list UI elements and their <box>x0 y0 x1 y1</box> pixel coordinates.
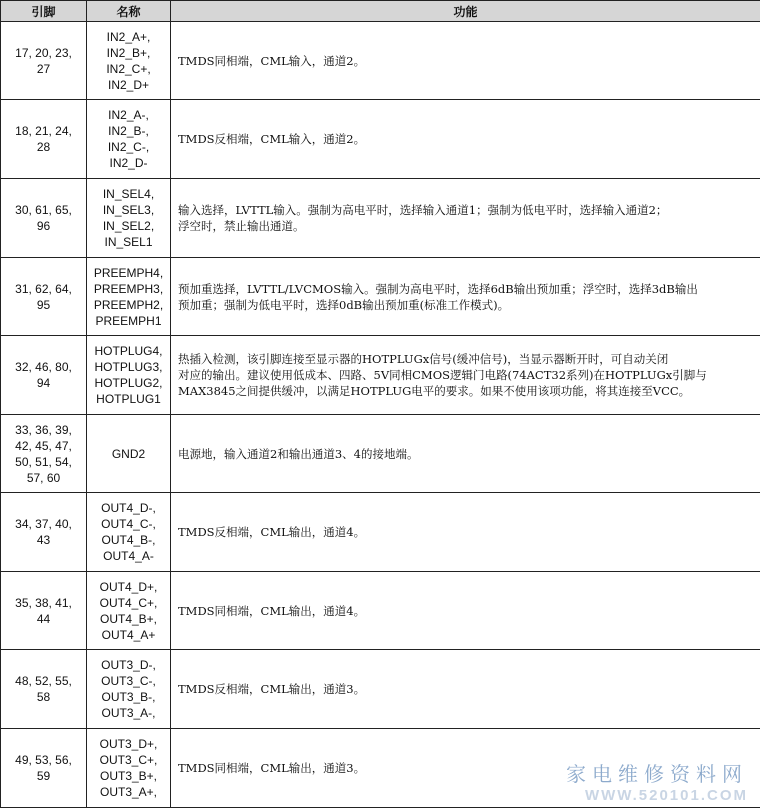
pin-name-line: OUT4_C+, <box>99 595 158 610</box>
table-header-row <box>1 1 760 22</box>
pin-function-line: 浮空时，禁止输出通道。 <box>178 219 305 233</box>
table-row <box>1 100 760 179</box>
pin-name-line: IN2_D- <box>109 156 148 170</box>
pin-numbers-line: 94 <box>36 376 51 390</box>
pin-name-line: HOTPLUG2, <box>94 376 163 390</box>
pin-numbers-line: 44 <box>36 611 51 626</box>
pin-function-line: TMDS反相端，CML输入，通道2。 <box>178 132 366 146</box>
pin-function-line: 预加重；强制为低电平时，选择0dB输出预加重(标准工作模式)。 <box>178 297 510 312</box>
pin-numbers <box>1 179 87 258</box>
pin-function-line: TMDS反相端，CML输出，通道3。 <box>178 682 366 696</box>
table-row <box>1 650 760 729</box>
pin-name-line: OUT4_D+, <box>99 579 158 594</box>
pin-name-line: IN_SEL3, <box>102 203 155 217</box>
pin-function <box>171 572 760 650</box>
pin-name-line: OUT4_A+ <box>101 627 156 642</box>
header-pin: 引脚 <box>1 1 87 22</box>
table-row <box>1 572 760 650</box>
pin-function-line: 对应的输出。建议使用低成本、四路、5V同相CMOS逻辑门电路(74ACT32系列)在HOTPLUGx引脚与 <box>178 368 707 382</box>
pin-name <box>87 22 171 100</box>
pin-function-line: TMDS同相端，CML输出，通道3。 <box>178 761 366 775</box>
pin-numbers-line: 58 <box>36 690 51 704</box>
pin-numbers <box>1 258 87 336</box>
pin-name-line: IN2_D+ <box>107 77 150 92</box>
pin-numbers-line: 35, 38, 41, <box>15 595 72 610</box>
pin-name-line: IN2_B+, <box>106 45 151 60</box>
pin-name-line: PREEMPH1 <box>95 313 162 328</box>
pin-name-line: OUT3_B-, <box>101 690 156 704</box>
pin-name-line: OUT3_B+, <box>99 769 158 783</box>
pin-name-line: IN2_C-, <box>107 140 150 154</box>
watermark <box>566 758 748 804</box>
pin-numbers-line: 34, 37, 40, <box>15 517 72 531</box>
pin-numbers-line: 48, 52, 55, <box>15 674 72 688</box>
watermark-url: WWW.520101.COM <box>584 787 748 804</box>
pin-name-line: GND2 <box>111 446 146 461</box>
pin-name <box>87 336 171 415</box>
pin-name-line: OUT3_C+, <box>99 753 158 767</box>
pin-function <box>171 22 760 100</box>
watermark-site-name: 家电维修资料网 <box>566 762 748 786</box>
pin-name-line: HOTPLUG4, <box>94 344 163 358</box>
pin-numbers <box>1 729 87 808</box>
pin-name-line: OUT4_A- <box>103 549 154 563</box>
pin-function-line: 热插入检测，该引脚连接至显示器的HOTPLUGx信号(缓冲信号)，当显示器断开时，可自动关闭 <box>178 352 669 366</box>
pin-numbers-line: 17, 20, 23, <box>15 45 72 60</box>
table-row <box>1 415 760 493</box>
pin-function <box>171 336 760 415</box>
pin-name-line: IN_SEL1 <box>104 235 153 249</box>
pin-function-line: TMDS同相端，CML输入，通道2。 <box>178 53 366 68</box>
pin-numbers-line: 95 <box>36 297 51 312</box>
pin-numbers-line: 32, 46, 80, <box>15 360 72 374</box>
pin-name-line: OUT3_A+, <box>99 785 158 799</box>
pin-name-line: OUT4_D-, <box>101 501 156 515</box>
pin-numbers-line: 96 <box>36 219 51 233</box>
pin-function <box>171 415 760 493</box>
pin-function-line: 电源地，输入通道2和输出通道3、4的接地端。 <box>178 446 419 461</box>
pin-numbers <box>1 22 87 100</box>
pin-name <box>87 258 171 336</box>
pin-name-line: OUT3_A-, <box>101 706 156 720</box>
pin-numbers-line: 33, 36, 39, <box>15 422 72 437</box>
table-row <box>1 493 760 572</box>
pin-name-line: OUT4_B-, <box>101 533 156 547</box>
pin-name-line: OUT3_D+, <box>99 737 158 751</box>
pin-numbers-line: 42, 45, 47, <box>15 438 72 453</box>
pin-name-line: HOTPLUG1 <box>96 392 161 406</box>
pin-numbers-line: 43 <box>36 533 51 547</box>
pin-name-line: IN2_B-, <box>108 124 149 138</box>
pin-function <box>171 258 760 336</box>
pin-name-line: IN2_A+, <box>106 29 151 44</box>
pin-numbers <box>1 336 87 415</box>
pin-function-line: 输入选择，LVTTL输入。强制为高电平时，选择输入通道1；强制为低电平时，选择输入通道2； <box>178 203 668 217</box>
table-row <box>1 336 760 415</box>
pin-name <box>87 650 171 729</box>
pin-name <box>87 729 171 808</box>
pin-name <box>87 415 171 493</box>
pin-numbers <box>1 572 87 650</box>
pin-name <box>87 100 171 179</box>
table-row <box>1 179 760 258</box>
pin-numbers-line: 31, 62, 64, <box>15 281 72 296</box>
pin-function-line: TMDS反相端，CML输出，通道4。 <box>178 525 366 539</box>
pin-numbers-line: 18, 21, 24, <box>15 124 72 138</box>
pin-name-line: OUT4_B+, <box>99 611 158 626</box>
pin-name-line: IN2_C+, <box>106 61 151 76</box>
pin-function-line: TMDS同相端，CML输出，通道4。 <box>178 603 366 618</box>
header-function: 功能 <box>171 1 760 22</box>
pin-name <box>87 572 171 650</box>
pin-function-line: MAX3845之间提供缓冲，以满足HOTPLUG电平的要求。如果不使用该项功能，将其连接至VCC。 <box>178 384 691 398</box>
pin-numbers <box>1 100 87 179</box>
pin-numbers-line: 49, 53, 56, <box>15 753 72 767</box>
pin-name-line: HOTPLUG3, <box>94 360 163 374</box>
pin-name-line: PREEMPH3, <box>93 281 164 296</box>
pin-name <box>87 179 171 258</box>
pin-numbers <box>1 415 87 493</box>
pin-name-line: OUT3_D-, <box>101 658 156 672</box>
pin-function-line: 预加重选择，LVTTL/LVCMOS输入。强制为高电平时，选择6dB输出预加重；浮空时，选择3dB输出 <box>178 281 698 296</box>
header-name: 名称 <box>87 1 171 22</box>
pin-name-line: IN_SEL4, <box>102 187 155 201</box>
pin-numbers-line: 27 <box>36 61 51 76</box>
pin-numbers <box>1 493 87 572</box>
table-row <box>1 258 760 336</box>
pin-name-line: IN2_A-, <box>108 108 149 122</box>
pin-numbers <box>1 650 87 729</box>
pin-name-line: OUT4_C-, <box>101 517 156 531</box>
pin-name-line: PREEMPH2, <box>93 297 164 312</box>
pin-name-line: PREEMPH4, <box>93 265 164 280</box>
pin-name-line: IN_SEL2, <box>102 219 155 233</box>
pin-numbers-line: 28 <box>36 140 51 154</box>
pin-function <box>171 100 760 179</box>
pin-name-line: OUT3_C-, <box>101 674 156 688</box>
pin-numbers-line: 59 <box>36 769 51 783</box>
pin-function <box>171 650 760 729</box>
pin-function <box>171 179 760 258</box>
pin-name <box>87 493 171 572</box>
pin-numbers-line: 57, 60 <box>26 470 61 485</box>
pin-numbers-line: 30, 61, 65, <box>15 203 72 217</box>
pin-numbers-line: 50, 51, 54, <box>15 454 72 469</box>
pin-function <box>171 493 760 572</box>
table-row <box>1 22 760 100</box>
